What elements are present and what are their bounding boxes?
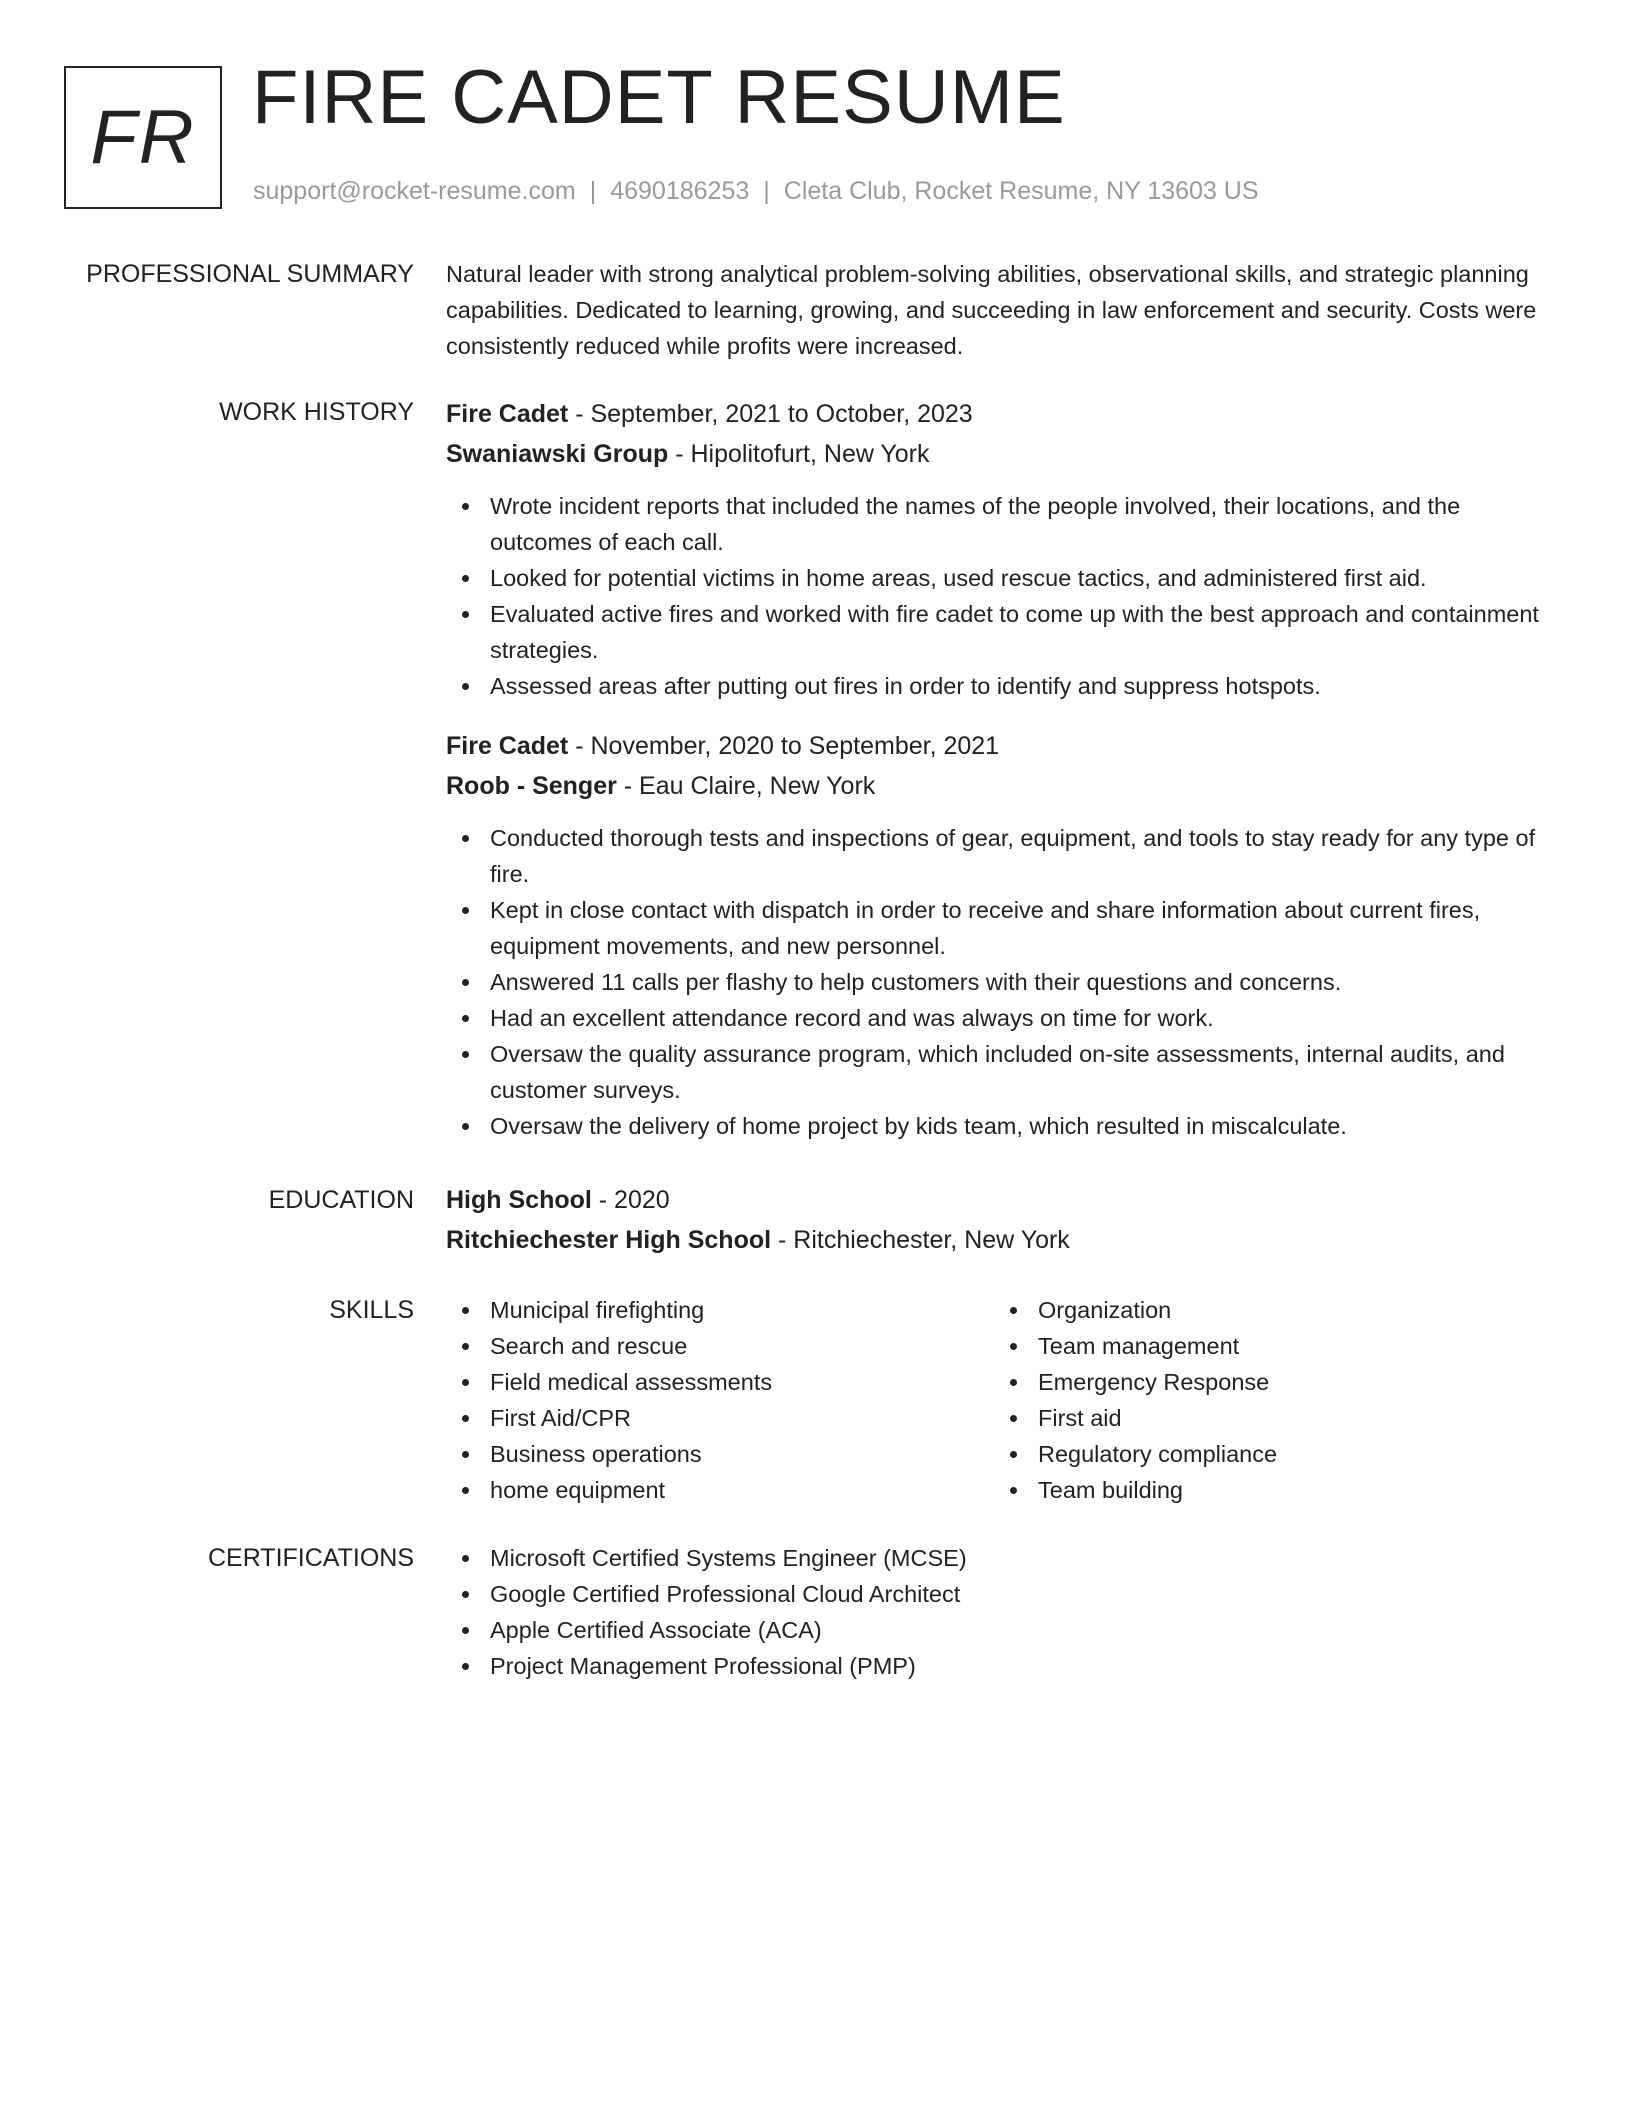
section-label-skills: SKILLS <box>329 1296 414 1324</box>
education-school-line <box>446 1220 1566 1260</box>
summary-text: Natural leader with strong analytical problem-solving abilities, observational skills, and strategic planning capabilities. Dedicated to learning, growing, and succeeding in law enforcement and security. Costs were consistently reduced while profits were increased. <box>446 261 1537 359</box>
skills-body <box>446 1292 1566 1508</box>
certifications-list-wrap <box>446 1540 1566 1684</box>
job-bullets <box>446 488 1566 704</box>
education-degree: High School <box>446 1186 592 1214</box>
certifications-body <box>446 1540 1566 1684</box>
job-bullet: Conducted thorough tests and inspections of gear, equipment, and tools to stay ready for any type of fire. <box>446 820 1566 892</box>
skills-column-1 <box>446 1292 994 1508</box>
job-bullet: Kept in close contact with dispatch in order to receive and share information about current fires, equipment movements, and new personnel. <box>446 892 1566 964</box>
job-location: - Eau Claire, New York <box>616 772 876 800</box>
job-bullet: Answered 11 calls per flashy to help customers with their questions and concerns. <box>446 964 1566 1000</box>
skill-item: First aid <box>994 1400 1277 1436</box>
section-label-education: EDUCATION <box>268 1186 414 1214</box>
certification-item: Google Certified Professional Cloud Architect <box>446 1576 967 1612</box>
skills-column-2 <box>994 1292 1277 1508</box>
education-school: Ritchiechester High School <box>446 1226 772 1254</box>
job-bullet: Oversaw the delivery of home project by kids team, which resulted in miscalculate. <box>446 1108 1566 1144</box>
job-title-line <box>446 394 1566 434</box>
certifications-list <box>446 1540 967 1684</box>
certification-item: Microsoft Certified Systems Engineer (MCSE) <box>446 1540 967 1576</box>
section-label-certifications: CERTIFICATIONS <box>207 1544 414 1572</box>
job-bullet: Had an excellent attendance record and was always on time for work. <box>446 1000 1566 1036</box>
monogram-initials: FR <box>90 94 196 180</box>
summary-body <box>446 256 1566 364</box>
skill-item: Field medical assessments <box>446 1364 994 1400</box>
job-bullet: Wrote incident reports that included the names of the people involved, their locations, and the outcomes of each call. <box>446 488 1566 560</box>
skill-item: Organization <box>994 1292 1277 1328</box>
skills-grid <box>446 1292 1566 1508</box>
job-location: - Hipolitofurt, New York <box>668 440 930 468</box>
section-label-work-history: WORK HISTORY <box>219 398 414 426</box>
section-label-summary: PROFESSIONAL SUMMARY <box>86 260 414 288</box>
certification-item: Apple Certified Associate (ACA) <box>446 1612 967 1648</box>
certification-item: Project Management Professional (PMP) <box>446 1648 967 1684</box>
job-bullet: Assessed areas after putting out fires in order to identify and suppress hotspots. <box>446 668 1566 704</box>
resume-title: FIRE CADET RESUME <box>252 55 1066 140</box>
job-entry <box>446 394 1566 704</box>
skill-item: First Aid/CPR <box>446 1400 994 1436</box>
job-dates: - November, 2020 to September, 2021 <box>568 732 1000 760</box>
skill-item: home equipment <box>446 1472 994 1508</box>
job-dates: - September, 2021 to October, 2023 <box>568 400 973 428</box>
education-degree-line <box>446 1180 1566 1220</box>
job-bullets <box>446 820 1566 1144</box>
contact-line <box>253 176 1259 206</box>
job-company-line <box>446 434 1566 474</box>
job-title-line <box>446 726 1566 766</box>
skill-item: Search and rescue <box>446 1328 994 1364</box>
job-bullet: Looked for potential victims in home areas, used rescue tactics, and administered first aid. <box>446 560 1566 596</box>
education-body <box>446 1180 1566 1260</box>
education-location: - Ritchiechester, New York <box>771 1226 1070 1254</box>
skill-item: Municipal firefighting <box>446 1292 994 1328</box>
job-bullet: Evaluated active fires and worked with fire cadet to come up with the best approach and containment strategies. <box>446 596 1566 668</box>
contact-phone: 4690186253 <box>610 177 750 205</box>
contact-separator: | <box>589 177 597 205</box>
job-company: Swaniawski Group <box>446 440 669 468</box>
job-entry <box>446 726 1566 1144</box>
work-history-body <box>446 394 1566 1144</box>
job-company-line <box>446 766 1566 806</box>
education-year: - 2020 <box>591 1186 670 1214</box>
contact-separator: | <box>763 177 770 205</box>
skill-item: Team building <box>994 1472 1277 1508</box>
job-company: Roob - Senger <box>446 772 617 800</box>
contact-email: support@rocket-resume.com <box>253 177 576 205</box>
monogram-box <box>64 66 222 209</box>
skill-item: Business operations <box>446 1436 994 1472</box>
job-title: Fire Cadet <box>446 400 569 428</box>
job-bullet: Oversaw the quality assurance program, which included on-site assessments, internal audits, and customer surveys. <box>446 1036 1566 1108</box>
skill-item: Team management <box>994 1328 1277 1364</box>
contact-address: Cleta Club, Rocket Resume, NY 13603 US <box>783 177 1259 205</box>
job-title: Fire Cadet <box>446 732 569 760</box>
skill-item: Emergency Response <box>994 1364 1277 1400</box>
skill-item: Regulatory compliance <box>994 1436 1277 1472</box>
